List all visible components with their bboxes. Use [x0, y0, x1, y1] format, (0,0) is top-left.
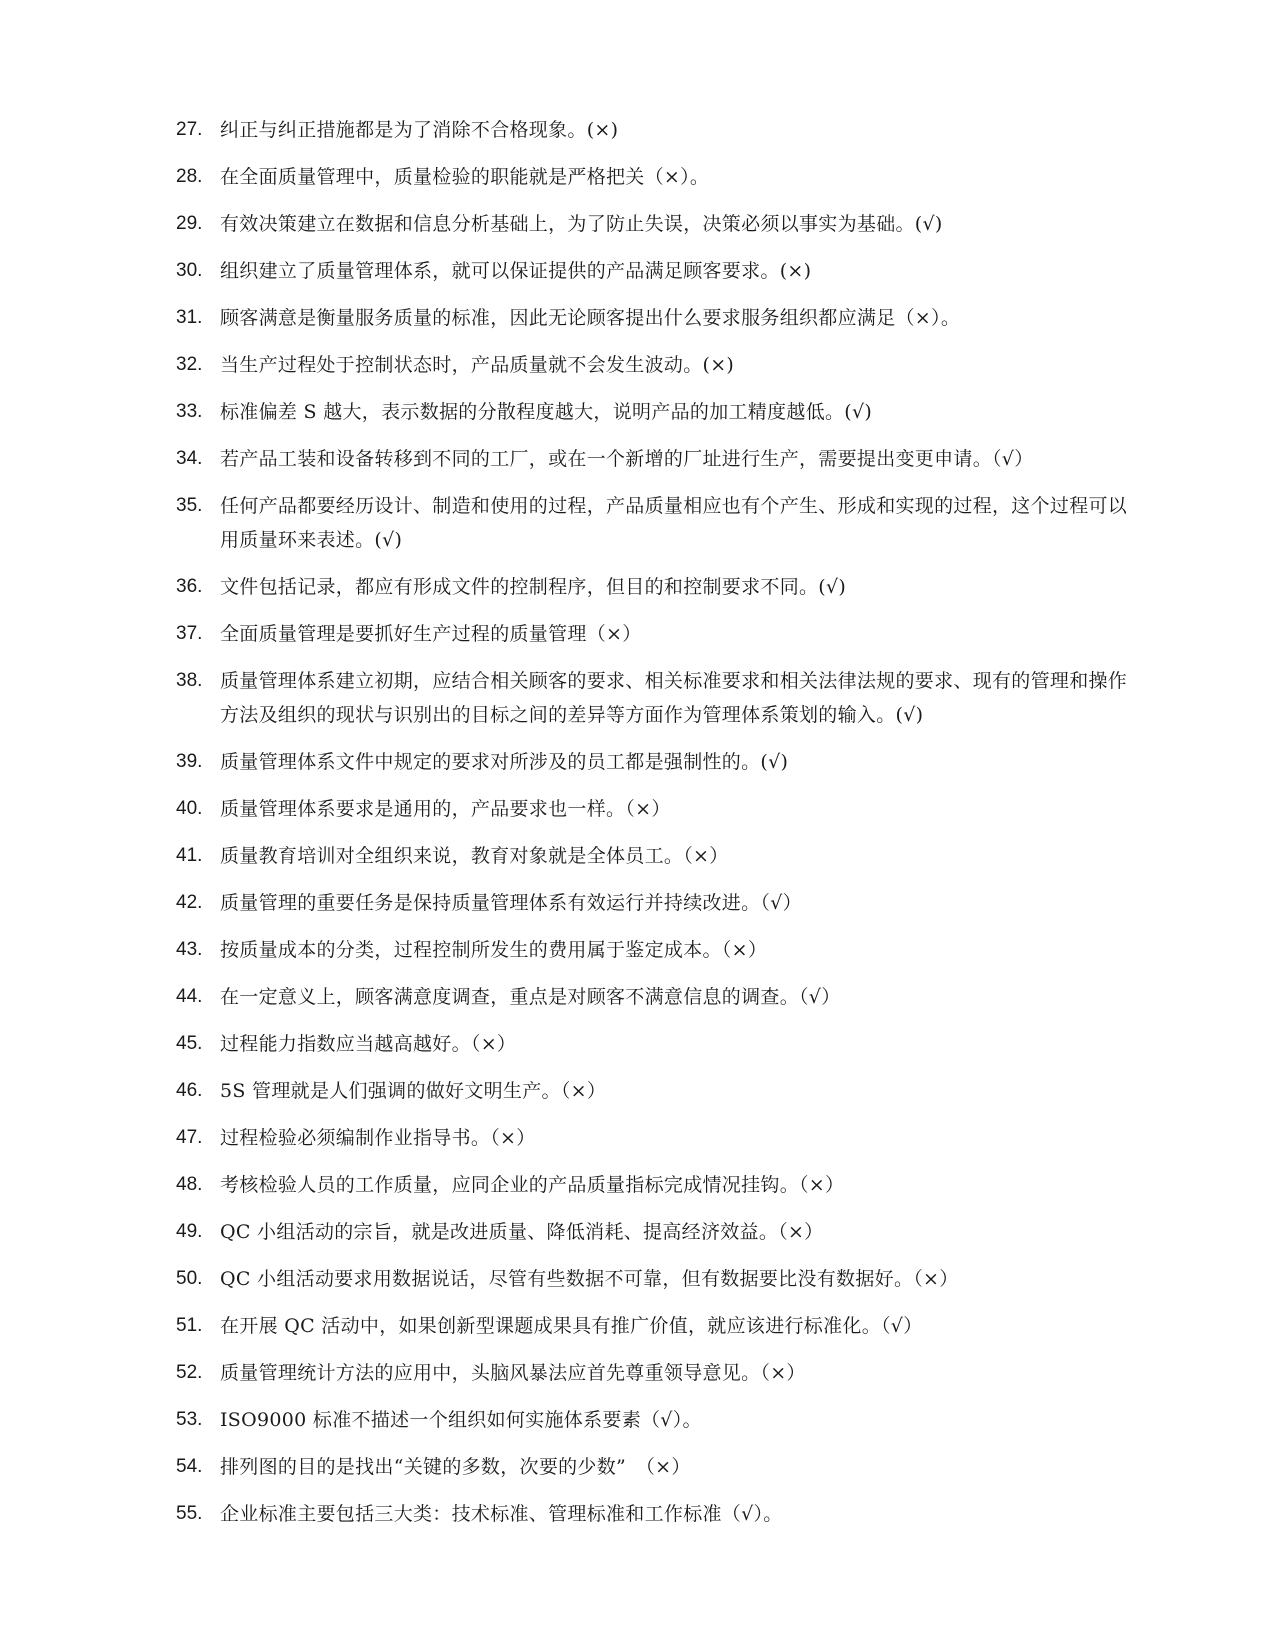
item-number: 45. [176, 1033, 203, 1054]
item-text: 标准偏差 S 越大，表示数据的分散程度越大，说明产品的加工精度越低。(√) [220, 401, 873, 423]
item-number: 32. [176, 354, 203, 375]
item-number: 37. [176, 623, 203, 644]
item-text: QC 小组活动的宗旨，就是改进质量、降低消耗、提高经济效益。（×） [220, 1221, 824, 1243]
list-item [176, 1403, 1136, 1437]
item-number: 39. [176, 751, 203, 772]
list-item [176, 1074, 1136, 1108]
list-item [176, 1262, 1136, 1296]
item-number: 40. [176, 798, 203, 819]
item-text: 质量管理的重要任务是保持质量管理体系有效运行并持续改进。（√） [220, 892, 802, 914]
item-text: 文件包括记录，都应有形成文件的控制程序，但目的和控制要求不同。(√) [220, 576, 847, 598]
item-text: 质量管理体系文件中规定的要求对所涉及的员工都是强制性的。(√) [220, 751, 789, 773]
question-list [176, 113, 1136, 1544]
item-number: 47. [176, 1127, 203, 1148]
item-text: 全面质量管理是要抓好生产过程的质量管理（×） [220, 623, 642, 645]
list-item [176, 792, 1136, 826]
list-item [176, 395, 1136, 429]
item-text: 过程能力指数应当越高越好。（×） [220, 1033, 517, 1055]
list-item [176, 664, 1136, 732]
list-item [176, 617, 1136, 651]
item-number: 28. [176, 166, 203, 187]
list-item [176, 207, 1136, 241]
list-item [176, 489, 1136, 557]
list-item [176, 886, 1136, 920]
item-text: 质量管理体系要求是通用的，产品要求也一样。（×） [220, 798, 671, 820]
list-item [176, 1121, 1136, 1155]
item-number: 50. [176, 1268, 203, 1289]
item-text: 排列图的目的是找出“关键的多数，次要的少数” （×） [220, 1456, 691, 1478]
item-text: 若产品工装和设备转移到不同的工厂，或在一个新增的厂址进行生产，需要提出变更申请。（√） [220, 448, 1034, 470]
item-text: 过程检验必须编制作业指导书。（×） [220, 1127, 536, 1149]
item-number: 48. [176, 1174, 203, 1195]
item-text: 有效决策建立在数据和信息分析基础上，为了防止失误，决策必须以事实为基础。(√) [220, 213, 943, 235]
item-number: 41. [176, 845, 203, 866]
list-item [176, 442, 1136, 476]
item-text: 质量教育培训对全组织来说，教育对象就是全体员工。（×） [220, 845, 729, 867]
item-number: 30. [176, 260, 203, 281]
list-item [176, 160, 1136, 194]
list-item [176, 933, 1136, 967]
item-text: 按质量成本的分类，过程控制所发生的费用属于鉴定成本。（×） [220, 939, 768, 961]
item-number: 43. [176, 939, 203, 960]
item-text: ISO9000 标准不描述一个组织如何实施体系要素（√）。 [220, 1409, 702, 1431]
list-item [176, 1027, 1136, 1061]
list-item [176, 348, 1136, 382]
list-item [176, 1497, 1136, 1531]
list-item [176, 570, 1136, 604]
item-text: 质量管理体系建立初期，应结合相关顾客的要求、相关标准要求和相关法律法规的要求、现有的管理和操作方法及组织的现状与识别出的目标之间的差异等方面作为管理体系策划的输入。(√) [220, 670, 1128, 726]
item-number: 46. [176, 1080, 203, 1101]
item-number: 33. [176, 401, 203, 422]
item-number: 35. [176, 495, 203, 516]
item-text: 在一定意义上，顾客满意度调查，重点是对顾客不满意信息的调查。（√） [220, 986, 841, 1008]
list-item [176, 1356, 1136, 1390]
item-number: 44. [176, 986, 203, 1007]
item-number: 34. [176, 448, 203, 469]
item-text: 任何产品都要经历设计、制造和使用的过程，产品质量相应也有个产生、形成和实现的过程，这个过程可以用质量环来表述。(√) [220, 495, 1128, 551]
item-text: QC 小组活动要求用数据说话，尽管有些数据不可靠，但有数据要比没有数据好。（×） [220, 1268, 959, 1290]
item-text: 顾客满意是衡量服务质量的标准，因此无论顾客提出什么要求服务组织都应满足（×）。 [220, 307, 961, 329]
item-number: 27. [176, 119, 203, 140]
item-text: 在开展 QC 活动中，如果创新型课题成果具有推广价值，就应该进行标准化。（√） [220, 1315, 923, 1337]
item-number: 36. [176, 576, 203, 597]
item-text: 5S 管理就是人们强调的做好文明生产。（×） [220, 1080, 607, 1102]
list-item [176, 980, 1136, 1014]
item-number: 38. [176, 670, 203, 691]
item-number: 55. [176, 1503, 203, 1524]
item-text: 企业标准主要包括三大类：技术标准、管理标准和工作标准（√）。 [220, 1503, 783, 1525]
item-number: 51. [176, 1315, 203, 1336]
item-text: 当生产过程处于控制状态时，产品质量就不会发生波动。(×) [220, 354, 735, 376]
item-number: 29. [176, 213, 203, 234]
list-item [176, 839, 1136, 873]
item-text: 考核检验人员的工作质量，应同企业的产品质量指标完成情况挂钩。（×） [220, 1174, 845, 1196]
list-item [176, 1450, 1136, 1484]
item-number: 53. [176, 1409, 203, 1430]
list-item [176, 1215, 1136, 1249]
item-number: 52. [176, 1362, 203, 1383]
item-text: 组织建立了质量管理体系，就可以保证提供的产品满足顾客要求。(×) [220, 260, 812, 282]
list-item [176, 254, 1136, 288]
list-item [176, 113, 1136, 147]
list-item [176, 301, 1136, 335]
list-item [176, 1309, 1136, 1343]
list-item [176, 745, 1136, 779]
list-item [176, 1168, 1136, 1202]
item-number: 42. [176, 892, 203, 913]
item-number: 54. [176, 1456, 203, 1477]
item-number: 31. [176, 307, 203, 328]
item-number: 49. [176, 1221, 203, 1242]
item-text: 质量管理统计方法的应用中，头脑风暴法应首先尊重领导意见。（×） [220, 1362, 806, 1384]
item-text: 纠正与纠正措施都是为了消除不合格现象。(×) [220, 119, 619, 141]
item-text: 在全面质量管理中，质量检验的职能就是严格把关（×）。 [220, 166, 710, 188]
